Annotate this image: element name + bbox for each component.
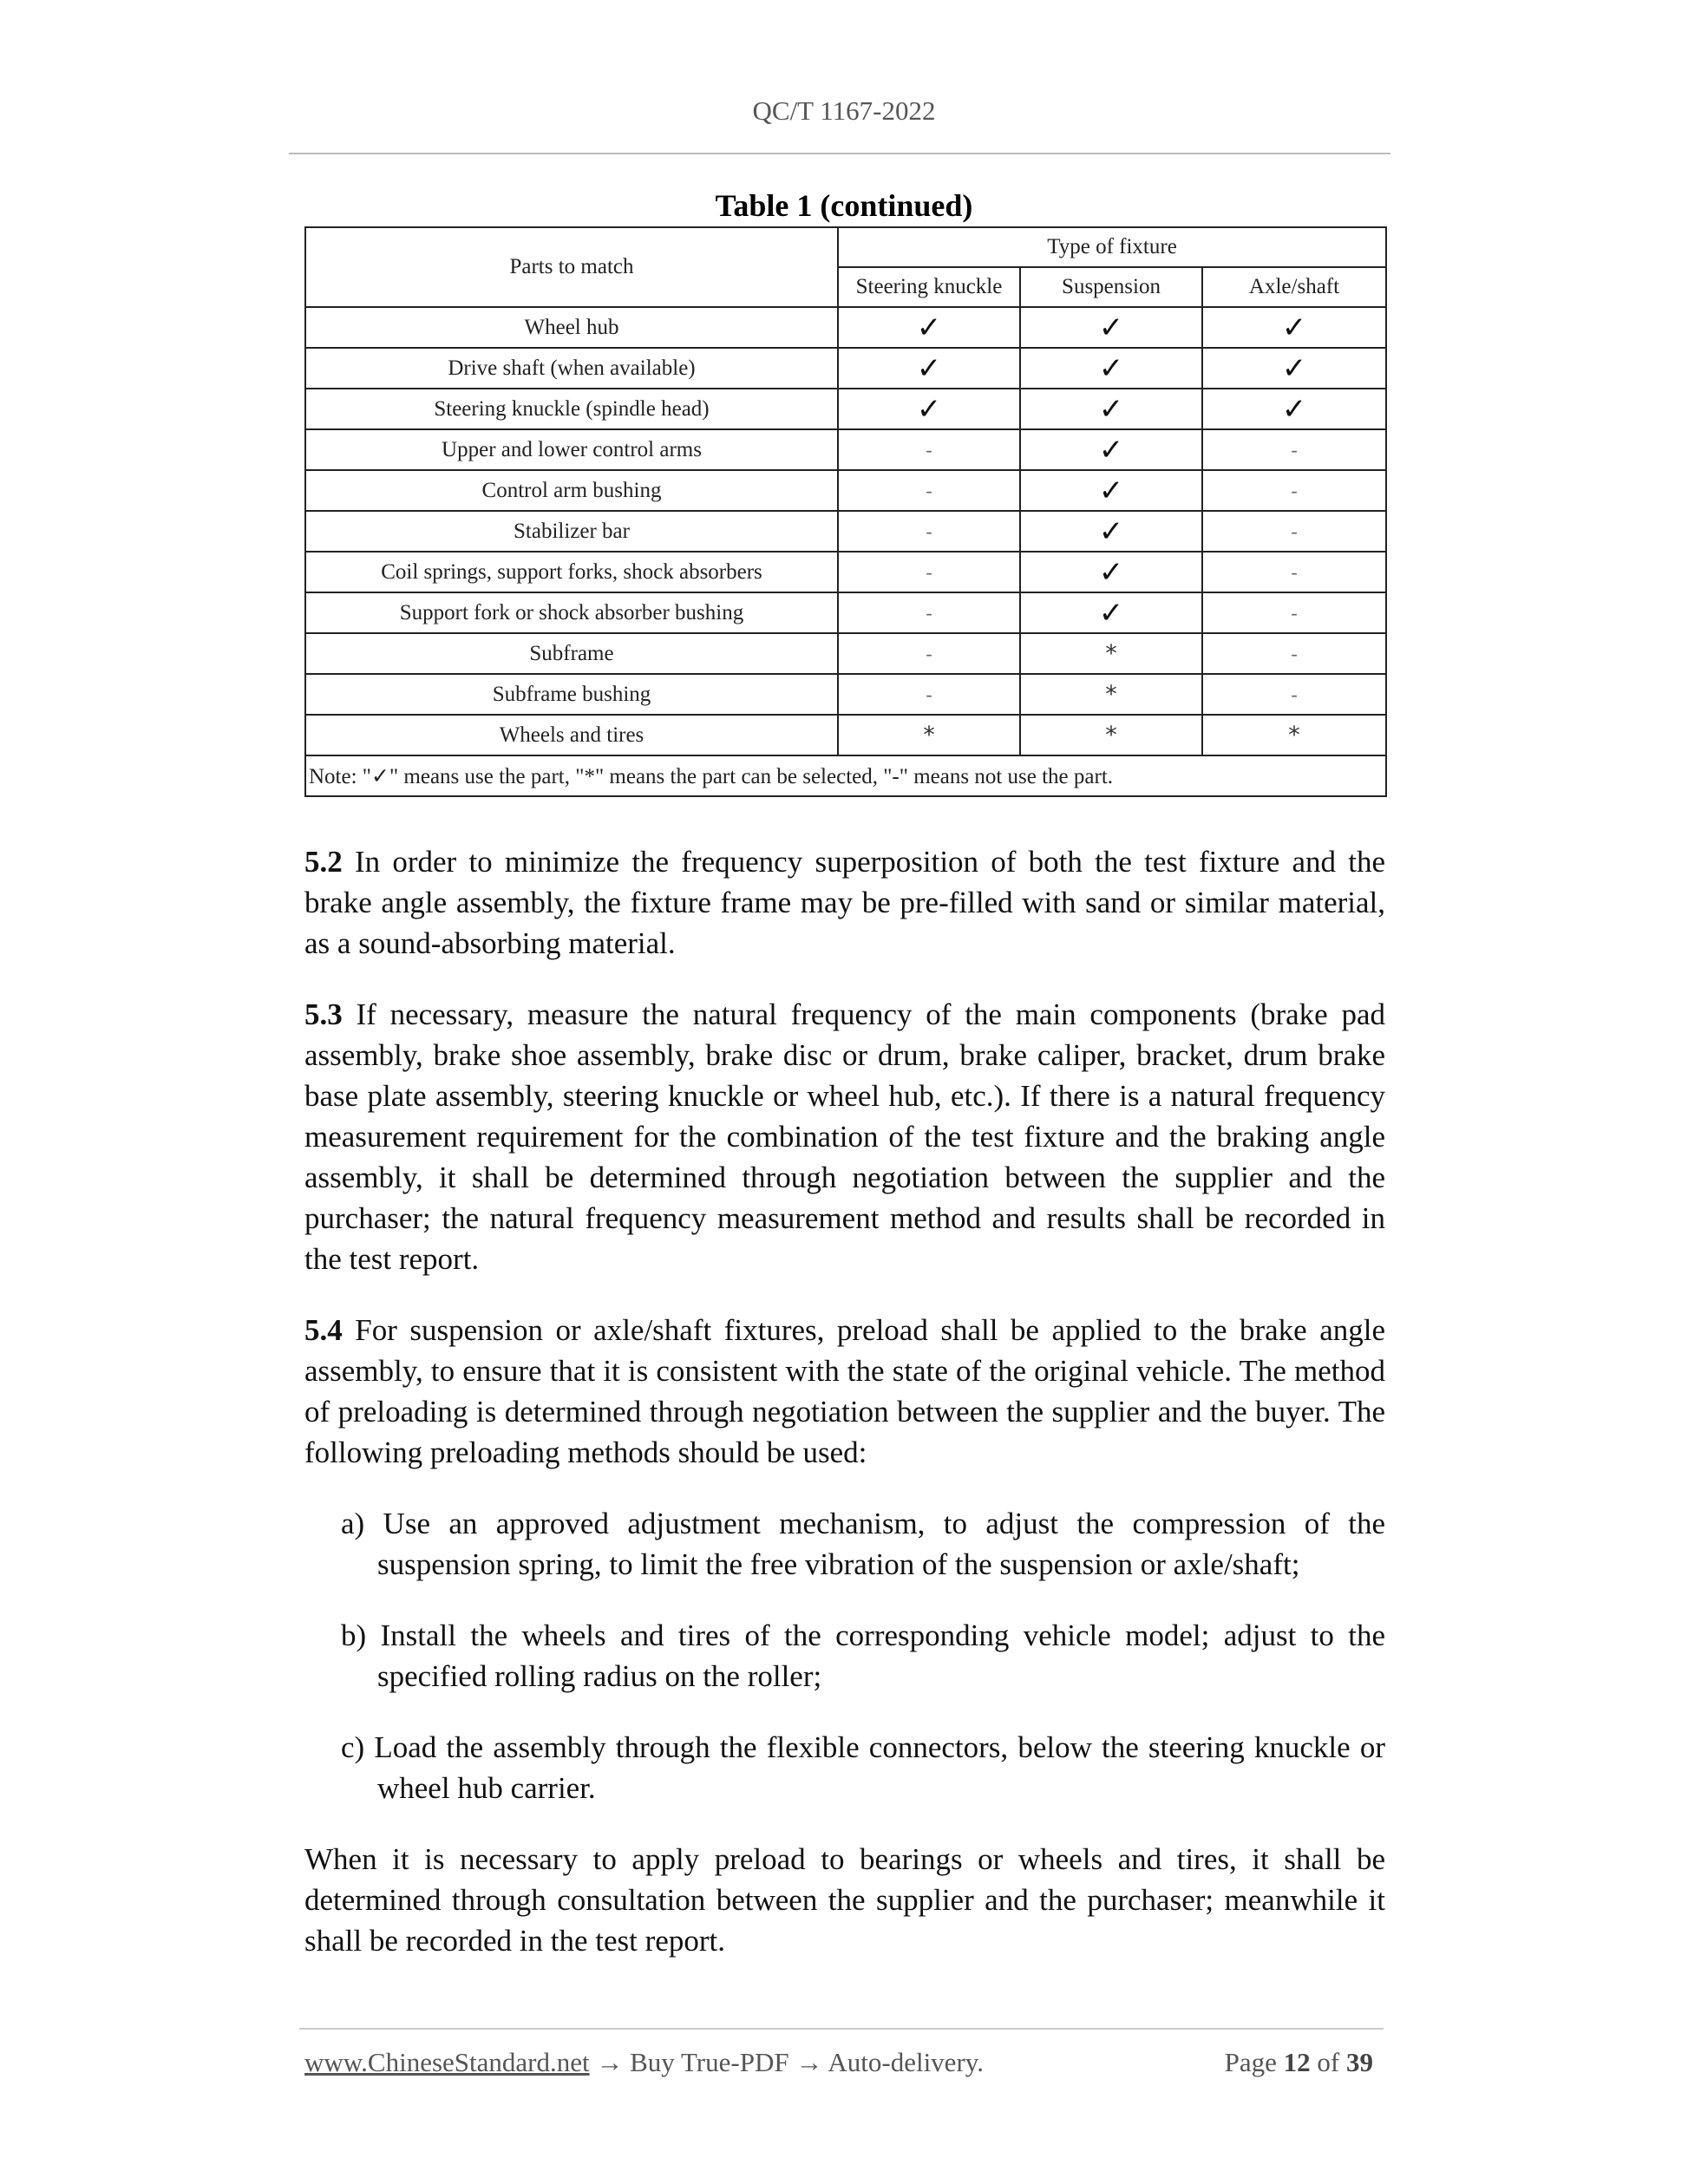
fixture-cell xyxy=(1202,429,1386,470)
section-number: 5.4 xyxy=(304,1313,343,1347)
part-name: Subframe bushing xyxy=(305,674,838,715)
fixture-cell xyxy=(1202,389,1386,429)
document-header: QC/T 1167-2022 xyxy=(752,95,936,126)
table-row xyxy=(305,511,1386,552)
check-mark: ✓ xyxy=(1098,473,1124,508)
fixture-cell xyxy=(838,674,1020,715)
fixture-cell xyxy=(1020,389,1202,429)
fixture-cell xyxy=(1020,592,1202,633)
header-divider xyxy=(289,153,1390,154)
body-content xyxy=(304,841,1385,1991)
page-indicator xyxy=(1225,2047,1373,2078)
table-row xyxy=(305,592,1386,633)
section-5-4 xyxy=(304,1310,1385,1473)
column-header: Axle/shaft xyxy=(1202,267,1386,307)
table-row xyxy=(305,674,1386,715)
check-mark: ✓ xyxy=(1098,350,1124,386)
not-used-mark: - xyxy=(1291,683,1298,705)
optional-mark: * xyxy=(1105,681,1117,708)
table-row xyxy=(305,633,1386,674)
optional-mark: * xyxy=(1105,640,1117,667)
fixture-cell xyxy=(838,633,1020,674)
fixture-cell xyxy=(838,348,1020,389)
part-name: Wheel hub xyxy=(305,307,838,348)
fixture-cell xyxy=(1202,592,1386,633)
section-5-2 xyxy=(304,841,1385,964)
page-footer xyxy=(304,2047,1385,2078)
list-item: c) Load the assembly through the flexible connectors, below the steering knuckle or wheel hub carrier. xyxy=(341,1730,1385,1805)
check-mark: ✓ xyxy=(1281,391,1307,427)
optional-mark: * xyxy=(923,722,935,749)
fixture-cell xyxy=(838,552,1020,592)
table-row xyxy=(305,470,1386,511)
fixture-cell xyxy=(1202,552,1386,592)
fixture-cell xyxy=(1202,470,1386,511)
check-mark: ✓ xyxy=(1098,513,1124,549)
not-used-mark: - xyxy=(1291,438,1298,461)
closing-paragraph: When it is necessary to apply preload to bearings or wheels and tires, it shall be determined through consultation between the supplier and the purchaser; meanwhile it shall be recorded in the test report. xyxy=(304,1842,1385,1958)
type-header: Type of fixture xyxy=(838,227,1386,267)
check-mark: ✓ xyxy=(1281,310,1307,345)
section-text: For suspension or axle/shaft fixtures, preload shall be applied to the brake angle assembly, to ensure that it is consistent with the state of the original vehicle. The method of preloading is determined through negotiation between the supplier and the buyer. The following preloading methods should be used: xyxy=(304,1313,1385,1469)
section-text: If necessary, measure the natural frequency of the main components (brake pad assembly, brake shoe assembly, brake disc or drum, brake caliper, bracket, drum brake base plate assembly, steering knuckle or wheel hub, etc.). If there is a natural frequency measurement requirement for the combination of the test fixture and the braking angle assembly, it shall be determined through negotiation between the supplier and the purchaser; the natural frequency measurement method and results shall be recorded in the test report. xyxy=(304,997,1385,1276)
fixture-cell xyxy=(1202,511,1386,552)
page-label: Page xyxy=(1224,2047,1277,2077)
table-note: Note: "✓" means use the part, "*" means the part can be selected, "-" means not use the part. xyxy=(305,755,1386,796)
page-total: 39 xyxy=(1346,2047,1373,2077)
fixture-cell xyxy=(838,307,1020,348)
page-current: 12 xyxy=(1283,2047,1311,2077)
preload-method-list xyxy=(304,1503,1385,1808)
fixture-cell xyxy=(1202,307,1386,348)
not-used-mark: - xyxy=(1291,560,1298,583)
check-mark: ✓ xyxy=(916,391,942,427)
fixture-cell xyxy=(838,429,1020,470)
fixture-cell xyxy=(838,592,1020,633)
parts-header: Parts to match xyxy=(305,227,838,307)
optional-mark: * xyxy=(1105,722,1117,749)
fixture-cell xyxy=(1202,674,1386,715)
fixture-cell xyxy=(1020,348,1202,389)
not-used-mark: - xyxy=(926,479,932,501)
table-row xyxy=(305,715,1386,755)
table-row xyxy=(305,429,1386,470)
check-mark: ✓ xyxy=(1098,554,1124,590)
column-header: Steering knuckle xyxy=(838,267,1020,307)
fixture-cell xyxy=(1020,674,1202,715)
not-used-mark: - xyxy=(926,438,932,461)
table-title: Table 1 (continued) xyxy=(715,188,973,223)
footer-divider xyxy=(299,2028,1384,2030)
fixture-table xyxy=(304,226,1387,797)
not-used-mark: - xyxy=(1291,642,1298,664)
list-item: a) Use an approved adjustment mechanism, to adjust the compression of the suspension spring, to limit the free vibration of the suspension or axle/shaft; xyxy=(341,1507,1385,1581)
fixture-cell xyxy=(838,511,1020,552)
not-used-mark: - xyxy=(1291,479,1298,501)
part-name: Upper and lower control arms xyxy=(305,429,838,470)
section-number: 5.2 xyxy=(304,845,343,879)
part-name: Subframe xyxy=(305,633,838,674)
part-name: Stabilizer bar xyxy=(305,511,838,552)
fixture-cell xyxy=(1020,511,1202,552)
part-name: Control arm bushing xyxy=(305,470,838,511)
part-name: Steering knuckle (spindle head) xyxy=(305,389,838,429)
fixture-cell xyxy=(838,715,1020,755)
check-mark: ✓ xyxy=(916,310,942,345)
fixture-cell xyxy=(1020,552,1202,592)
part-name: Support fork or shock absorber bushing xyxy=(305,592,838,633)
table-row xyxy=(305,552,1386,592)
fixture-cell xyxy=(1020,429,1202,470)
fixture-cell xyxy=(1202,633,1386,674)
part-name: Wheels and tires xyxy=(305,715,838,755)
check-mark: ✓ xyxy=(1098,391,1124,427)
not-used-mark: - xyxy=(926,642,932,664)
website-link[interactable]: www.ChineseStandard.net xyxy=(304,2047,590,2077)
table-row xyxy=(305,307,1386,348)
not-used-mark: - xyxy=(1291,601,1298,624)
not-used-mark: - xyxy=(1291,520,1298,542)
not-used-mark: - xyxy=(926,683,932,705)
check-mark: ✓ xyxy=(1098,432,1124,468)
check-mark: ✓ xyxy=(1098,595,1124,631)
section-text: In order to minimize the frequency superposition of both the test fixture and the brake angle assembly, the fixture frame may be pre-filled with sand or similar material, as a sound-absorbing material. xyxy=(304,845,1385,960)
page-of: of xyxy=(1317,2047,1340,2077)
table-row xyxy=(305,348,1386,389)
part-name: Coil springs, support forks, shock absorbers xyxy=(305,552,838,592)
fixture-cell xyxy=(1202,715,1386,755)
not-used-mark: - xyxy=(926,560,932,583)
fixture-cell xyxy=(1020,715,1202,755)
fixture-cell xyxy=(1020,307,1202,348)
part-name: Drive shaft (when available) xyxy=(305,348,838,389)
not-used-mark: - xyxy=(926,520,932,542)
not-used-mark: - xyxy=(926,601,932,624)
fixture-cell xyxy=(1020,470,1202,511)
section-number: 5.3 xyxy=(304,997,343,1031)
fixture-cell xyxy=(838,470,1020,511)
check-mark: ✓ xyxy=(1098,310,1124,345)
fixture-cell xyxy=(1202,348,1386,389)
optional-mark: * xyxy=(1288,722,1300,749)
column-header: Suspension xyxy=(1020,267,1202,307)
fixture-cell xyxy=(1020,633,1202,674)
promo-text: → Buy True-PDF → Auto-delivery. xyxy=(589,2047,984,2077)
list-item: b) Install the wheels and tires of the corresponding vehicle model; adjust to the specified rolling radius on the roller; xyxy=(341,1618,1385,1693)
check-mark: ✓ xyxy=(916,350,942,386)
check-mark: ✓ xyxy=(1281,350,1307,386)
section-5-3 xyxy=(304,994,1385,1279)
table-row xyxy=(305,389,1386,429)
fixture-cell xyxy=(838,389,1020,429)
